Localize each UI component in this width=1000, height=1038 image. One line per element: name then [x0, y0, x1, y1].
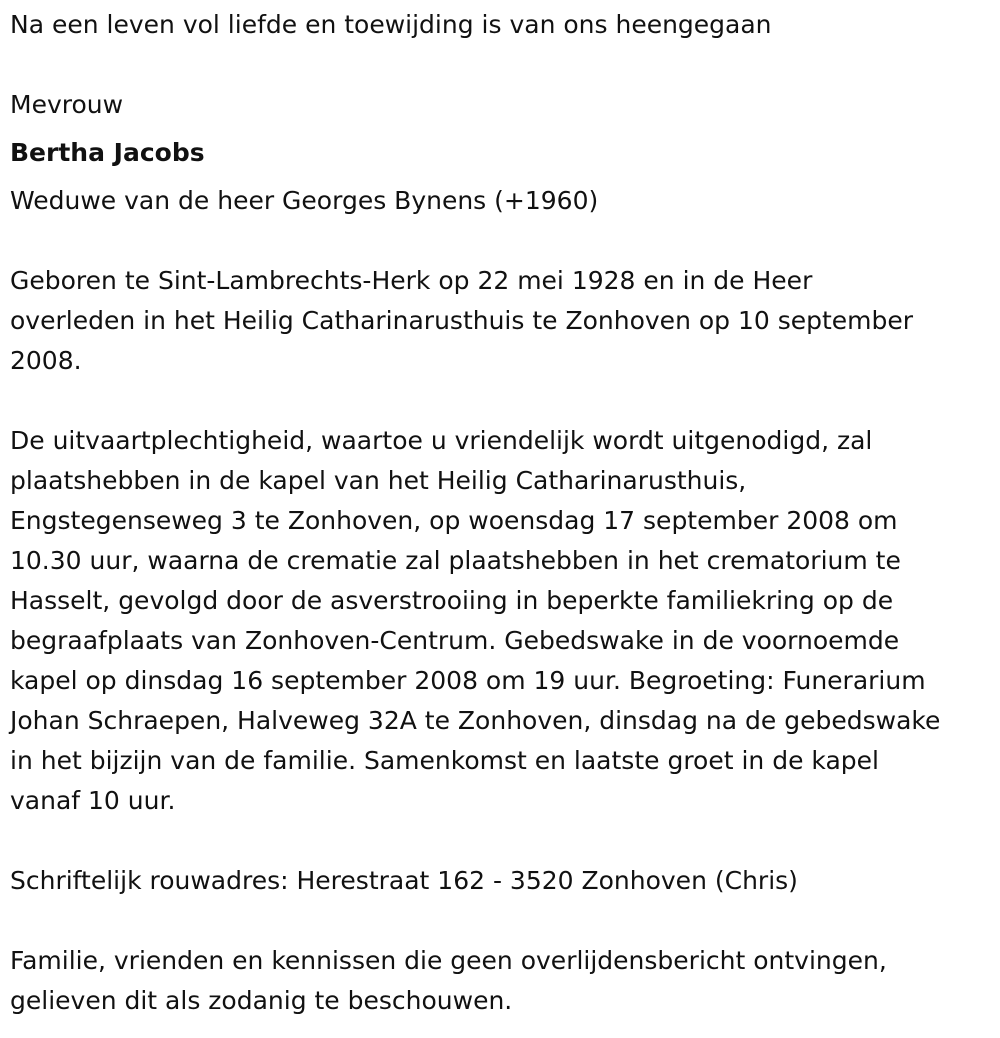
paragraph-line: begraafplaats van Zonhoven-Centrum. Gebedswake in de voornoemde — [10, 626, 900, 655]
paragraph-line: in het bijzijn van de familie. Samenkomst en laatste groet in de kapel — [10, 746, 879, 775]
paragraph-line: kapel op dinsdag 16 september 2008 om 19 uur. Begroeting: Funerarium — [10, 666, 926, 695]
deceased-header — [10, 81, 598, 225]
paragraph-line: Geboren te Sint-Lambrechts-Herk op 22 mei 1928 en in de Heer — [10, 266, 813, 295]
intro-block — [10, 5, 772, 45]
deceased-name: Bertha Jacobs — [10, 138, 205, 167]
mourning-address: Schriftelijk rouwadres: Herestraat 162 - 3520 Zonhoven (Chris) — [10, 866, 798, 895]
paragraph-line: 2008. — [10, 346, 82, 375]
closing-paragraph — [10, 941, 887, 1021]
birth-death-paragraph — [10, 261, 913, 381]
salutation: Mevrouw — [10, 90, 124, 119]
paragraph-line: gelieven dit als zodanig te beschouwen. — [10, 986, 513, 1015]
paragraph-line: vanaf 10 uur. — [10, 786, 176, 815]
intro-text: Na een leven vol liefde en toewijding is van ons heengegaan — [10, 10, 772, 39]
paragraph-line: Johan Schraepen, Halveweg 32A te Zonhoven, dinsdag na de gebedswake — [10, 706, 941, 735]
paragraph-line: overleden in het Heilig Catharinarusthuis te Zonhoven op 10 september — [10, 306, 914, 335]
paragraph-line: Hasselt, gevolgd door de asverstrooiing in beperkte familiekring op de — [10, 586, 894, 615]
widow-of: Weduwe van de heer Georges Bynens (+1960) — [10, 186, 599, 215]
paragraph-line: 10.30 uur, waarna de crematie zal plaatshebben in het crematorium te — [10, 546, 901, 575]
address-block — [10, 861, 798, 901]
paragraph-line: De uitvaartplechtigheid, waartoe u vriendelijk wordt uitgenodigd, zal — [10, 426, 873, 455]
paragraph-line: Engstegenseweg 3 te Zonhoven, op woensdag 17 september 2008 om — [10, 506, 898, 535]
paragraph-line: plaatshebben in de kapel van het Heilig Catharinarusthuis, — [10, 466, 747, 495]
ceremony-paragraph — [10, 421, 940, 821]
paragraph-line: Familie, vrienden en kennissen die geen overlijdensbericht ontvingen, — [10, 946, 887, 975]
